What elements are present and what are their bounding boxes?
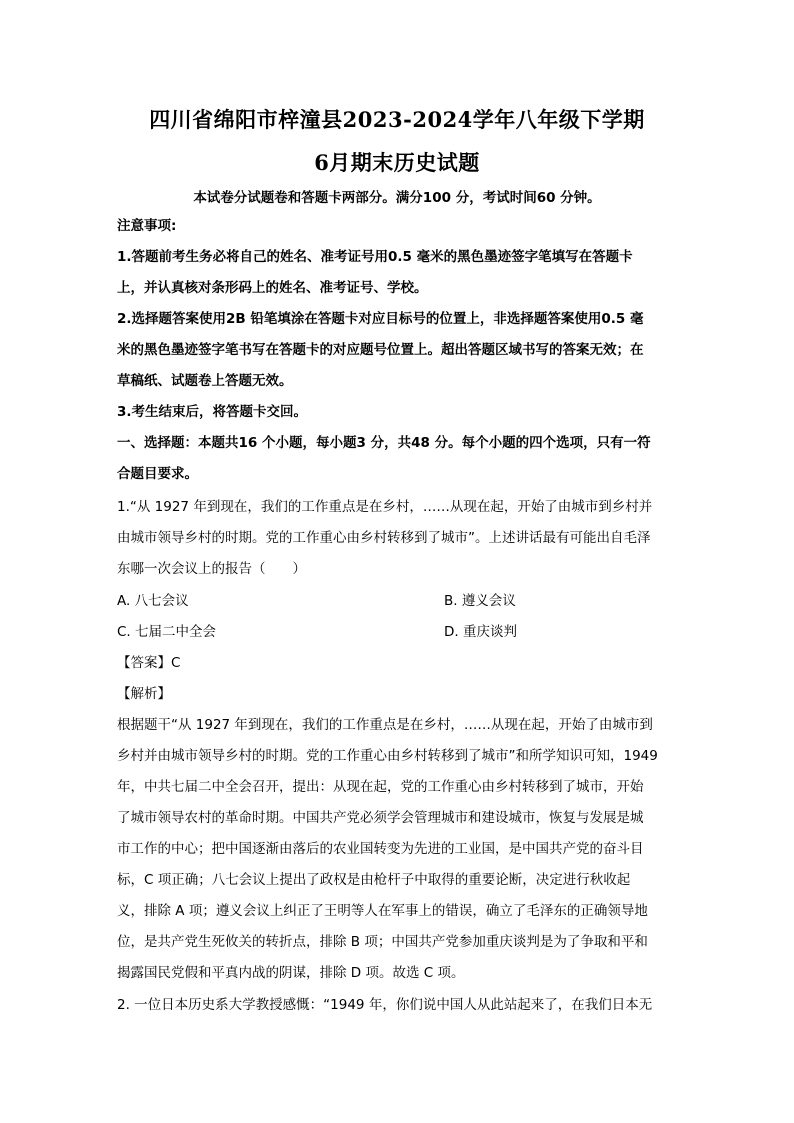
exam-title-line2: 6月期末历史试题 bbox=[314, 150, 480, 175]
analysis-line: 位，是共产党生死攸关的转折点，排除 B 项；中国共产党参加重庆谈判是为了争取和平和 bbox=[117, 934, 648, 950]
analysis-line: 乡村并由城市领导乡村的时期。党的工作重心由乡村转移到了城市”和所学知识可知，1949 bbox=[117, 748, 658, 764]
question-1-line1: 1.“从 1927 年到现在，我们的工作重点是在乡村，……从现在起，开始了由城市到乡村并 bbox=[117, 499, 653, 515]
question-1-option-d: D. 重庆谈判 bbox=[444, 624, 517, 640]
analysis-line: 义，排除 A 项；遵义会议上纠正了王明等人在军事上的错误，确立了毛泽东的正确领导地 bbox=[117, 903, 648, 919]
analysis-line: 了城市领导农村的革命时期。中国共产党必须学会管理城市和建设城市，恢复与发展是城 bbox=[117, 810, 644, 826]
question-1-line2: 由城市领导乡村的时期。党的工作重心由乡村转移到了城市”。上述讲话最有可能出自毛泽 bbox=[117, 530, 651, 546]
notice-3: 3.考生结束后，将答题卡交回。 bbox=[117, 404, 308, 420]
question-1-option-b: B. 遵义会议 bbox=[444, 593, 516, 609]
section-heading-line1: 一、选择题：本题共16 个小题，每小题3 分，共48 分。每个小题的四个选项，只有一符 bbox=[117, 435, 651, 451]
analysis-heading: 【解析】 bbox=[117, 686, 171, 702]
exam-subtitle: 本试卷分试题卷和答题卡两部分。满分100 分，考试时间60 分钟。 bbox=[193, 190, 601, 206]
notice-2-line3: 草稿纸、试题卷上答题无效。 bbox=[117, 373, 293, 389]
analysis-line: 年，中共七届二中全会召开，提出：从现在起，党的工作重心由乡村转移到了城市，开始 bbox=[117, 779, 644, 795]
analysis-line: 揭露国民党假和平真内战的阴谋，排除 D 项。故选 C 项。 bbox=[117, 965, 465, 981]
analysis-line: 市工作的中心；把中国逐渐由落后的农业国转变为先进的工业国，是中国共产党的奋斗目 bbox=[117, 841, 644, 857]
question-1-option-a: A. 八七会议 bbox=[117, 593, 189, 609]
notice-1-line2: 上，并认真核对条形码上的姓名、准考证号、学校。 bbox=[117, 280, 428, 296]
exam-title-line1: 四川省绵阳市梓潼县2023-2024学年八年级下学期 bbox=[149, 107, 645, 132]
answer-label: 【答案】C bbox=[117, 655, 181, 671]
notice-heading: 注意事项: bbox=[117, 218, 177, 234]
notice-2-line1: 2.选择题答案使用2B 铅笔填涂在答题卡对应目标号的位置上，非选择题答案使用0.5 毫 bbox=[117, 311, 644, 327]
analysis-line: 根据题干“从 1927 年到现在，我们的工作重点是在乡村，……从现在起，开始了由城市到 bbox=[117, 717, 653, 733]
section-heading-line2: 合题目要求。 bbox=[117, 466, 198, 482]
question-1-line3: 东哪一次会议上的报告（ ） bbox=[117, 561, 306, 577]
question-1-option-c: C. 七届二中全会 bbox=[117, 624, 217, 640]
notice-1-line1: 1.答题前考生务必将自己的姓名、准考证号用0.5 毫米的黑色墨迹签字笔填写在答题卡 bbox=[117, 249, 633, 265]
analysis-line: 标，C 项正确；八七会议上提出了政权是由枪杆子中取得的重要论断，决定进行秋收起 bbox=[117, 872, 631, 888]
question-2-line1: 2. 一位日本历史系大学教授感慨：“1949 年，你们说中国人从此站起来了，在我们日本无 bbox=[117, 997, 653, 1013]
notice-2-line2: 米的黑色墨迹签字笔书写在答题卡的对应题号位置上。超出答题区域书写的答案无效；在 bbox=[117, 342, 644, 358]
